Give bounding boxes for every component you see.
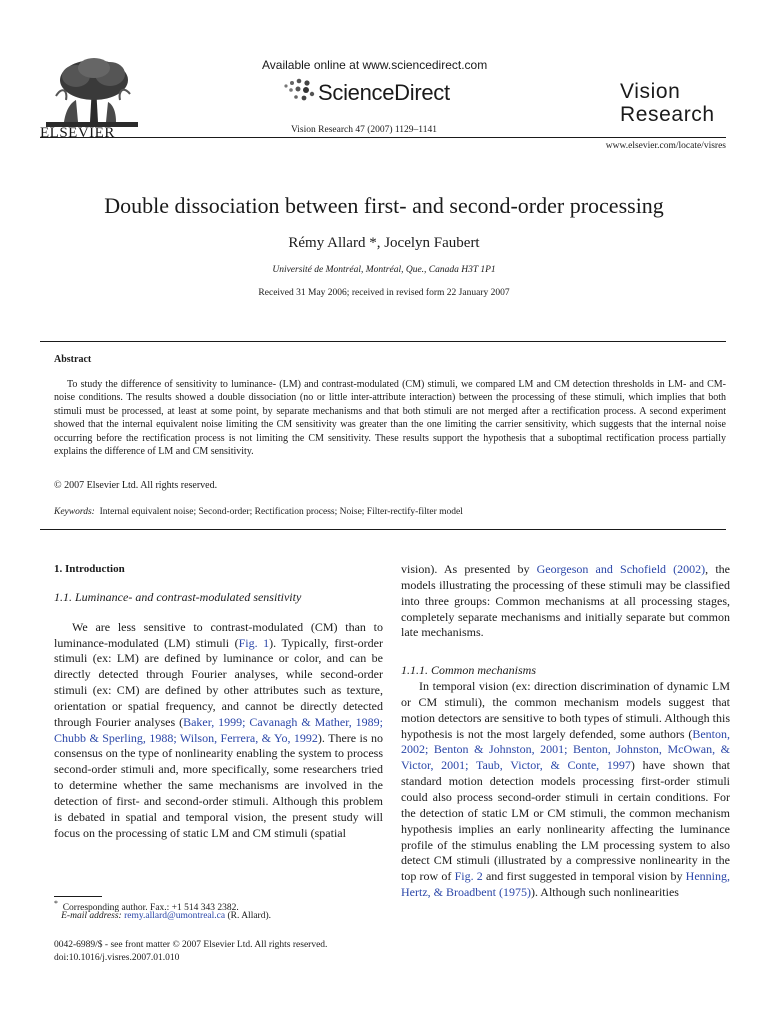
ref-georgeson-schofield[interactable]: Georgeson and Schofield (2002) — [536, 562, 706, 576]
paragraph-3: In temporal vision (ex: direction discrimination of dynamic LM or CM stimuli), the common mechanism models suggest that motion detectors are sensitive to both types of stimuli. Although this hypothesis is not the most largely defended, some authors (Benton, 2002; Benton & Johnston, 2001; Benton, Johnston, McOwan, & Victor, 2001; Taub, Victor, & Conte, 1997) have shown that standard motion detection models processing first-order stimuli could also process second-order stimuli in certain conditions. For the detection of static LM or CM stimuli, the common mechanism hypothesis implies an early nonlinearity affecting the luminance profile of the stimulus enabling the LM processing system to also detect CM stimuli (illustrated by a compressive nonlinearity in the top row of Fig. 2 and first suggested in temporal vision by Henning, Hertz, & Broadbent (1975)). Although such nonlinearities — [401, 679, 730, 900]
email-label: E-mail address: — [61, 911, 122, 921]
available-online-text[interactable]: Available online at www.sciencedirect.com — [262, 58, 488, 72]
article-authors: Rémy Allard *, Jocelyn Faubert — [288, 235, 480, 251]
publisher-name: ELSEVIER — [40, 125, 115, 141]
subsection-heading-1-1: 1.1. Luminance- and contrast-modulated sensitivity — [54, 589, 302, 604]
paragraph-2: vision). As presented by Georgeson and Schofield (2002), the models illustrating the processing of these stimuli may be classified into three groups: Common mechanisms at all processing stages, completely separate mechanisms and initially separate but common late mechanisms. — [401, 562, 730, 640]
footnote-corresponding: * Corresponding author. Fax.: +1 514 343 2382. — [54, 899, 239, 914]
paragraph-1: We are less sensitive to contrast-modulated (CM) than to luminance-modulated (LM) stimuli (Fig. 1). Typically, first-order stimuli (ex: LM) are defined by luminance or color, and can be directly detected through Fourier analyses, while second-order stimuli (ex: CM) are defined by other attributes such as texture, orientation or spatial frequency, and cannot be directly detected through Fourier analyses (Baker, 1999; Cavanagh & Mather, 1989; Chubb & Sperling, 1988; Wilson, Ferrera, & Yo, 1992). There is no consensus on the type of nonlinearity enabling the system to process second-order stimuli and, more specifically, some researchers tried to determine whether the same mechanisms are involved in the detection of first- and second-order stimuli. Although this problem is debated in spatial and temporal vision, the present study will focus on the processing of static LM and CM stimuli (spatial — [54, 619, 384, 840]
header-divider — [40, 137, 726, 138]
author-affiliation: Université de Montréal, Montréal, Que., Canada H3T 1P1 — [272, 265, 496, 275]
ref-citations-2[interactable]: Benton, 2002; Benton & Johnston, 2001; Benton, Johnston, McOwan, & Victor, 2001; Taub, Victor, & Conte, 1997 — [401, 726, 730, 773]
ref-citations-1[interactable]: Baker, 1999; Cavanagh & Mather, 1989; Chubb & Sperling, 1988; Wilson, Ferrera, & Yo, 1992 — [54, 714, 384, 745]
body-column-right — [401, 562, 730, 901]
elsevier-tree-logo-icon — [46, 56, 138, 128]
abstract-top-divider — [40, 341, 726, 342]
sciencedirect-dots-icon — [283, 78, 317, 104]
subsection-heading-1-1-1: 1.1.1. Common mechanisms — [401, 663, 536, 678]
section-heading-introduction: 1. Introduction — [54, 563, 125, 575]
doi-line: doi:10.1016/j.visres.2007.01.010 — [54, 953, 180, 963]
abstract-bottom-divider — [40, 529, 726, 530]
abstract-text: To study the difference of sensitivity to luminance- (LM) and contrast-modulated (CM) stimuli, we compared LM and CM detection thresholds in LM- and CM-noise conditions. The results showed a double dissociation (no or little inter-attribute interaction) between the processing of these stimuli, which implies that both stimuli must be processed, at least at some point, by separate mechanisms and that both stimuli are not merged after a rectification process. A second experiment showed that the internal equivalent noise limiting the CM sensitivity was greater than the one limiting the carrier sensitivity, which suggests that the internal noise occurring before the rectification process is not limiting the CM sensitivity. These results support the hypothesis that a suboptimal rectification process partially explains the difference of LM and CM sensitivity. — [54, 379, 726, 458]
email-link[interactable]: remy.allard@umontreal.ca — [124, 911, 226, 921]
journal-citation: Vision Research 47 (2007) 1129–1141 — [291, 125, 437, 135]
ref-fig-1[interactable]: Fig. 1 — [238, 635, 270, 650]
body-column-left — [54, 562, 383, 842]
front-matter-line: 0042-6989/$ - see front matter © 2007 Elsevier Ltd. All rights reserved. — [54, 940, 328, 950]
sciencedirect-wordmark: ScienceDirect — [318, 80, 450, 105]
article-title: Double dissociation between first- and second-order processing — [104, 193, 664, 218]
journal-title-line2: Research — [620, 103, 715, 126]
journal-url[interactable]: www.elsevier.com/locate/visres — [605, 141, 726, 151]
keywords-list: Internal equivalent noise; Second-order; Rectification process; Noise; Filter-rectify-filter model — [99, 507, 463, 517]
keywords-label: Keywords: — [54, 507, 95, 517]
abstract-copyright: © 2007 Elsevier Ltd. All rights reserved. — [54, 480, 218, 491]
footnote-mark: * — [54, 899, 58, 908]
ref-henning-1975[interactable]: Henning, Hertz, & Broadbent (1975) — [401, 869, 730, 900]
footnote-email: E-mail address: remy.allard@umontreal.ca (R. Allard). — [61, 911, 272, 921]
footnote-divider — [54, 896, 102, 897]
keywords-line — [54, 507, 463, 517]
journal-title-line1: Vision — [620, 80, 681, 103]
received-dates: Received 31 May 2006; received in revised form 22 January 2007 — [258, 288, 510, 298]
abstract-heading: Abstract — [54, 354, 92, 365]
ref-fig-2[interactable]: Fig. 2 — [454, 869, 483, 884]
